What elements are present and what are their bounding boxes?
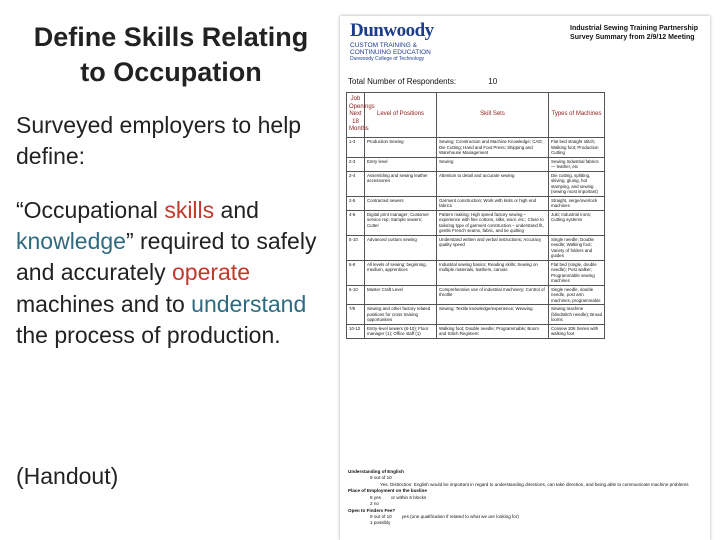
table-cell: Master Craft Level bbox=[365, 285, 437, 305]
busline-yes-note: or within 6 blocks bbox=[390, 494, 427, 500]
table-cell: 5-10 bbox=[347, 235, 365, 260]
handout-label: (Handout) bbox=[16, 463, 119, 489]
survey-table bbox=[346, 92, 605, 339]
quote-mid2: machines and to bbox=[16, 290, 192, 317]
english-answer-count: 9 out of 10 bbox=[370, 475, 392, 481]
table-cell: Single needle, double needle, post arm machines, programmable bbox=[549, 285, 605, 305]
table-cell: Digital print manager; Customer service rep; Sample sewers; Cutter bbox=[365, 210, 437, 235]
table-row bbox=[347, 157, 605, 171]
table-row bbox=[347, 171, 605, 196]
table-row bbox=[347, 285, 605, 305]
table-row bbox=[347, 210, 605, 235]
slide-text-column bbox=[16, 20, 326, 351]
table-cell: All levels of sewing; beginning, medium, apprentices bbox=[365, 260, 437, 285]
table-row bbox=[347, 196, 605, 210]
logo-subtitle-3: Dunwoody College of Technology bbox=[350, 55, 425, 62]
table-cell: Production Sewing bbox=[365, 138, 437, 158]
table-cell: Garment construction; Work with knits or high end fabrics bbox=[437, 196, 549, 210]
english-answer-note: Yes. Distinction: English would be important in regard to understanding directions, can take direction, and being able to communicate machine problems bbox=[380, 481, 689, 487]
table-cell: 4-6 bbox=[347, 210, 365, 235]
doc-header-line-2: Survey Summary from 2/9/12 Meeting bbox=[570, 34, 695, 42]
finders-yes-count: 9 out of 10 bbox=[370, 513, 392, 519]
quote-text bbox=[16, 195, 326, 351]
table-cell: Flat bed straight stitch; Walking foot; Production Cutting bbox=[549, 138, 605, 158]
table-cell: Industrial sewing basics; Reading skills; Sewing on multiple materials, leathers, canvas bbox=[437, 260, 549, 285]
table-cell: Sewing machine (blindstitch needle); Broad looms bbox=[549, 305, 605, 325]
quote-knowledge: knowledge bbox=[16, 227, 126, 254]
table-cell: 2-3 bbox=[347, 157, 365, 171]
respondents-line bbox=[348, 77, 497, 86]
table-cell: Entry level bbox=[365, 157, 437, 171]
doc-header bbox=[570, 24, 698, 43]
table-cell: Advanced custom sewing bbox=[365, 235, 437, 260]
table-cell: Entry-level sewers (8-10); Floor manager (1); Office staff (1) bbox=[365, 324, 437, 338]
table-cell: Die cutting, splitting, skiving, gluing, hot stamping, and sewing (sewing most important) bbox=[549, 171, 605, 196]
handout-document bbox=[340, 16, 710, 540]
table-cell: Attention to detail and accurate sewing bbox=[437, 171, 549, 196]
table-cell: Assembling and sewing leather accessories bbox=[365, 171, 437, 196]
table-cell: Sewing; Textile knowledge/experience; Weaving bbox=[437, 305, 549, 325]
finders-answer-possibly: 1 possibly bbox=[370, 520, 391, 526]
doc-header-line-1: Industrial Sewing Training Partnership bbox=[570, 25, 698, 32]
table-row bbox=[347, 235, 605, 260]
table-row bbox=[347, 305, 605, 325]
table-cell: Comprehensive use of industrial machinery; Control of throttle bbox=[437, 285, 549, 305]
table-cell: Sewing and other factory related positions for cross training opportunities bbox=[365, 305, 437, 325]
table-cell: Walking foot; Double needle; Programmable; Boom and Stitch Regiment bbox=[437, 324, 549, 338]
table-cell: Understand written and verbal instructions; Accuracy quality speed bbox=[437, 235, 549, 260]
table-header-row bbox=[347, 93, 605, 138]
survey-questions bbox=[348, 469, 703, 527]
table-cell: Sewing Industrial fabrics — leather, etc bbox=[549, 157, 605, 171]
logo-subtitle-2: CONTINUING EDUCATION bbox=[350, 49, 431, 57]
table-cell: 6-8 bbox=[347, 260, 365, 285]
col-header-machines: Types of Machines bbox=[549, 93, 605, 138]
table-row bbox=[347, 324, 605, 338]
table-cell: Sewing; Construction and Machine Knowledge; CAD; Die Cutting; Hand and Foot Press; Shipping and Warehouse Management bbox=[437, 138, 549, 158]
table-cell: Straight, serge/overlock machines bbox=[549, 196, 605, 210]
finders-yes-note: yes (one qualification if related to what we are looking for) bbox=[401, 513, 519, 519]
col-header-openings: Job Openings Next 18 Months bbox=[347, 93, 365, 138]
logo-subtitle-1: CUSTOM TRAINING & bbox=[350, 42, 417, 49]
quote-open: “Occupational bbox=[16, 196, 165, 223]
finders-question: Open to Finders Fee? bbox=[348, 507, 396, 513]
table-cell: 6-10 bbox=[347, 285, 365, 305]
busline-question: Place of Employment on the busline bbox=[348, 488, 427, 494]
slide-title bbox=[16, 20, 326, 90]
table-cell: 1-3 bbox=[347, 138, 365, 158]
table-cell: 2-4 bbox=[347, 171, 365, 196]
respondents-value: 10 bbox=[488, 77, 498, 86]
quote-understand: understand bbox=[191, 290, 307, 317]
table-cell: Sewing bbox=[437, 157, 549, 171]
table-cell: Single needle; Double needle; Walking foot; Variety of folders and guides bbox=[549, 235, 605, 260]
table-row bbox=[347, 138, 605, 158]
table-cell: Pattern making; High speed factory sewing – experience with fine cottons, silks, wool, etc.; Close to tailoring type of garment construction – understand fit, gentle French seams, fabric, and tie quilting bbox=[437, 210, 549, 235]
table-cell: 2-5 bbox=[347, 196, 365, 210]
quote-mid: ” required to safely and accurately bbox=[16, 227, 317, 286]
table-cell: Consew 206 Series with walking foot bbox=[549, 324, 605, 338]
table-cell: Flat bed (single, double needle); Post walker; Programmable sewing machines bbox=[549, 260, 605, 285]
col-header-level: Level of Positions bbox=[365, 93, 437, 138]
title-line-1: Define Skills Relating bbox=[33, 22, 309, 52]
english-answer bbox=[348, 475, 703, 488]
col-header-skills: Skill Sets bbox=[437, 93, 549, 138]
table-cell: Juki; Industrial irons; Cutting systems bbox=[549, 210, 605, 235]
table-cell: 7/8 bbox=[347, 305, 365, 325]
intro-text: Surveyed employers to help define: bbox=[16, 112, 302, 170]
english-question: Understanding of English bbox=[348, 469, 404, 474]
respondents-label: Total Number of Respondents: bbox=[348, 77, 457, 86]
table-row bbox=[347, 260, 605, 285]
busline-answer-no: 2 no bbox=[370, 501, 379, 507]
dunwoody-logo bbox=[350, 20, 434, 63]
quote-and: and bbox=[214, 196, 259, 223]
table-cell: Contracted sewers bbox=[365, 196, 437, 210]
quote-end: the process of production. bbox=[16, 321, 281, 348]
table-cell: 10-12 bbox=[347, 324, 365, 338]
quote-operate: operate bbox=[171, 259, 250, 286]
title-line-2: to Occupation bbox=[80, 57, 262, 88]
logo-name: Dunwoody bbox=[350, 20, 434, 41]
busline-yes-count: 8 yes bbox=[370, 494, 381, 500]
quote-skills: skills bbox=[164, 196, 215, 223]
